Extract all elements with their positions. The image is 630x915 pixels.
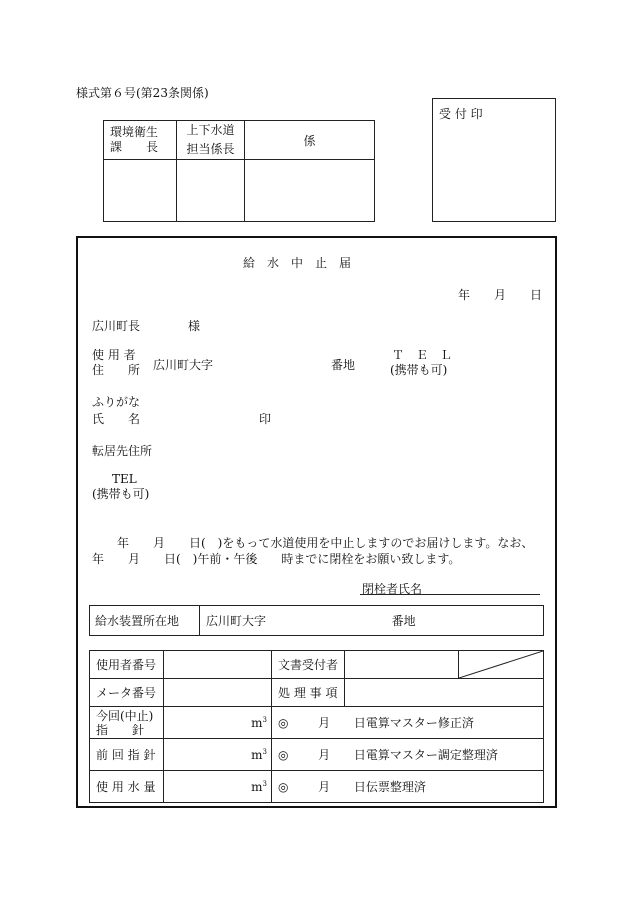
- approval-seal-1[interactable]: [104, 160, 177, 222]
- notice-line-2: 年 月 日( )午前・午後 時までに閉栓をお願い致します。: [92, 552, 461, 566]
- check-row-1[interactable]: ◎ 月 日電算マスター修正済: [272, 707, 544, 739]
- approval-staff: 係: [245, 121, 375, 160]
- name-field[interactable]: [150, 410, 250, 424]
- new-address-label: 転居先住所: [92, 444, 153, 458]
- doc-receiver-label: 文書受付者: [272, 651, 345, 679]
- user-address-prefix: 広川町大字: [153, 358, 214, 372]
- processing-field[interactable]: [345, 679, 544, 707]
- approval-table: [103, 120, 375, 222]
- meter-number-label: メータ番号: [90, 679, 164, 707]
- new-tel-label: TEL (携帯も可): [92, 472, 150, 501]
- check-mark-2: ◎: [278, 748, 289, 762]
- notice-line-1: 年 月 日( )をもって水道使用を中止しますのでお届けします。なお、: [117, 536, 534, 550]
- closer-name-label: 閉栓者氏名: [362, 582, 423, 596]
- user-number-label: 使用者番号: [90, 651, 164, 679]
- date-line[interactable]: 年 月 日: [458, 288, 543, 302]
- user-address-suffix: 番地: [331, 358, 356, 372]
- check-item-1: 日電算マスター修正済: [353, 716, 474, 730]
- supply-location-suffix: 番地: [391, 614, 416, 628]
- form-id: 様式第６号(第23条関係): [76, 86, 209, 100]
- meter-number-field[interactable]: [164, 679, 272, 707]
- stamp-label: 受 付 印: [439, 107, 483, 121]
- name-label: ふりがな 氏 名: [92, 395, 141, 426]
- user-address-field[interactable]: [213, 356, 328, 370]
- office-use-table: [89, 650, 544, 803]
- supply-location-table: [89, 605, 544, 636]
- previous-reading-field[interactable]: $m^3$: [164, 739, 272, 771]
- user-address-label: 使 用 者 住 所: [92, 348, 141, 377]
- check-row-3[interactable]: ◎ 月 日伝票整理済: [272, 771, 544, 803]
- new-address-field[interactable]: [160, 442, 530, 456]
- addressee: 広川町長 様: [92, 319, 201, 333]
- user-tel-label: Ｔ Ｅ Ｌ (携帯も可): [390, 348, 453, 377]
- approval-env-manager: 環境衛生 課 長: [104, 121, 177, 160]
- seal-mark: 印: [259, 412, 272, 426]
- user-number-field[interactable]: [164, 651, 272, 679]
- check-item-3: 日伝票整理済: [353, 780, 426, 794]
- supply-location-label: 給水装置所在地: [90, 606, 200, 636]
- current-reading-label: 今回(中止) 指 針: [90, 707, 164, 739]
- check-item-2: 日電算マスター調定整理済: [353, 748, 498, 762]
- water-usage-field[interactable]: $m^3$: [164, 771, 272, 803]
- check-mark-3: ◎: [278, 780, 289, 794]
- diagonal-line: [459, 651, 543, 678]
- current-reading-field[interactable]: $m^3$: [164, 707, 272, 739]
- supply-location-cell[interactable]: [200, 606, 544, 636]
- check-row-2[interactable]: ◎ 月 日電算マスター調定整理済: [272, 739, 544, 771]
- closer-name-underline[interactable]: [360, 594, 540, 595]
- form-title: 給 水 中 止 届: [243, 256, 352, 270]
- approval-seal-2[interactable]: [177, 160, 245, 222]
- processing-label: 処 理 事 項: [272, 679, 345, 707]
- check-mark-1: ◎: [278, 716, 289, 730]
- reception-stamp-box[interactable]: [432, 98, 556, 222]
- doc-receiver-field[interactable]: [345, 651, 459, 679]
- diagonal-cell: [459, 651, 544, 679]
- water-usage-label: 使 用 水 量: [90, 771, 164, 803]
- previous-reading-label: 前 回 指 針: [90, 739, 164, 771]
- supply-location-prefix: 広川町大字: [206, 614, 267, 628]
- approval-seal-3[interactable]: [245, 160, 375, 222]
- approval-water-chief: 上下水道 担当係長: [177, 121, 245, 160]
